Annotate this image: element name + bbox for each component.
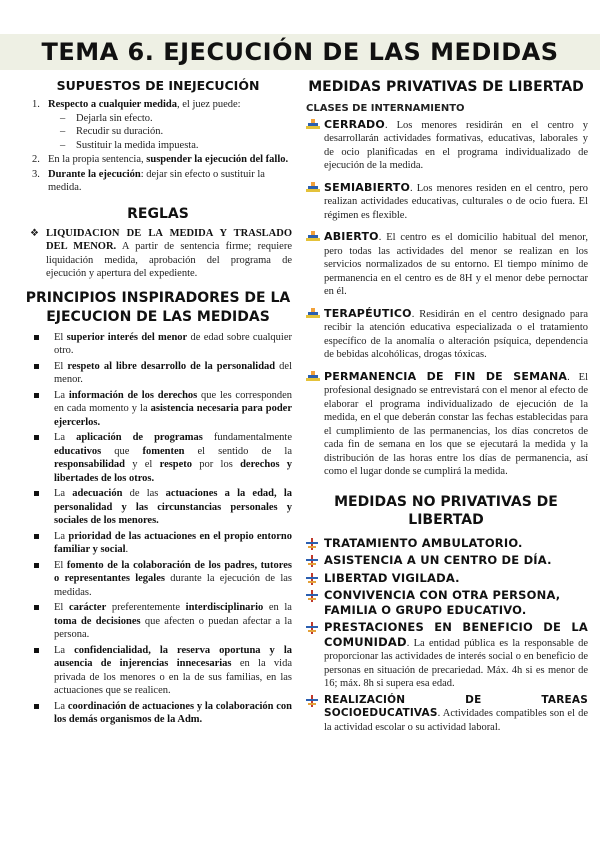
internamiento-item xyxy=(304,230,588,299)
internamiento-item xyxy=(304,370,588,479)
item-text: A partir de sentencia firme; requiere liquidación medida, aprobación del programa de ejecución y apertura del expediente. xyxy=(46,241,293,279)
no-privativa-item xyxy=(304,621,588,691)
sub-item: – Recudir su duración. xyxy=(60,126,164,137)
sub-item-text: Dejarla sin efecto. xyxy=(76,112,153,124)
pin-bullet-icon xyxy=(306,308,320,318)
supuestos-list xyxy=(24,98,292,195)
square-bullet-icon xyxy=(34,393,39,398)
text: El xyxy=(54,331,67,343)
item-text: . Actividades compatibles son el de la actividad escolar o su actividad laboral. xyxy=(324,708,588,733)
list-item xyxy=(24,530,292,557)
text: que xyxy=(101,445,143,457)
text: en la vida privada de los menores o en la de sus familias, en las actuaciones que se realicen. xyxy=(54,658,292,696)
square-bullet-icon xyxy=(34,534,39,539)
text: La xyxy=(54,432,77,443)
sub-item: – Sustituir la medida impuesta. xyxy=(60,139,199,151)
bold-text: respeto al libre desarrollo de la personalidad xyxy=(67,360,276,372)
internamiento-item xyxy=(304,181,588,223)
bold-text: responsabilidad xyxy=(54,459,126,470)
text: y el xyxy=(125,459,160,470)
text: . xyxy=(125,544,129,555)
text: La xyxy=(54,700,68,712)
section-heading-no-privativas: MEDIDAS NO PRIVATIVAS DE LIBERTAD xyxy=(334,493,558,528)
section-heading-reglas: REGLAS xyxy=(127,205,189,222)
left-column xyxy=(24,78,292,729)
bold-text: superior interés del menor xyxy=(66,331,188,343)
bold-text: fomento de la colaboración de los padres, tutores o representantes legales xyxy=(54,559,292,584)
text: La xyxy=(54,488,73,499)
item-title: SEMIABIERTO xyxy=(324,180,411,194)
text: La xyxy=(54,389,69,401)
item-number: 2. xyxy=(32,154,40,165)
cross-bullet-icon xyxy=(306,573,318,585)
sub-item-text: Sustituir la medida impuesta. xyxy=(76,139,199,151)
square-bullet-icon xyxy=(34,704,39,709)
list-item xyxy=(24,360,292,387)
text: fundamentalmente xyxy=(202,432,293,443)
item-title: ASISTENCIA A UN CENTRO DE DÍA. xyxy=(324,553,552,567)
item-text: . La entidad pública es la responsable de proporcionar las actividades de interés social o en beneficio de personas en situación de precariedad. Máx. 4h si es menor de 16; máx. 8h si supera esa edad. xyxy=(324,637,588,689)
item-text: En la propia sentencia, xyxy=(48,154,147,165)
item-text: . El profesional designado se entrevistará con el menor al efecto de elaborar el programa individualizado de ejecución de la medida, en el que deberán constar las fechas establecidas para el cumplimiento de las permanencias, los días concretos de cada fin de semana en los que se ejecutará la medida y la distribución de las horas entre los días de permanencia, así como el lugar donde se cumplirá la medida. xyxy=(324,371,588,477)
item-title: TERAPÉUTICO xyxy=(324,306,412,320)
square-bullet-icon xyxy=(34,563,39,568)
list-item xyxy=(24,331,292,358)
square-bullet-icon xyxy=(34,605,39,610)
item-title: PERMANENCIA DE FIN DE SEMANA xyxy=(324,369,568,383)
square-bullet-icon xyxy=(34,364,39,369)
no-privativa-item xyxy=(304,537,588,552)
text: El xyxy=(54,602,69,613)
bold-text: respeto xyxy=(159,459,193,470)
text: de edad sobre cualquier otro. xyxy=(54,331,292,356)
no-privativa-item xyxy=(304,694,588,735)
item-text: , el juez puede: xyxy=(177,99,241,110)
list-item xyxy=(24,601,292,642)
text: de las xyxy=(122,488,166,499)
no-privativa-item xyxy=(304,572,588,587)
text: La xyxy=(54,530,69,542)
pin-bullet-icon xyxy=(306,182,320,192)
sub-list xyxy=(48,112,292,153)
principios-list xyxy=(24,331,292,727)
pin-bullet-icon xyxy=(306,119,320,129)
item-text: . Los menores residirán en el centro y desarrollarán actividades formativas, educativas, laborales y de ocio planificadas en el programa individualizado de ejecución de la medida. xyxy=(324,119,588,171)
cross-bullet-icon xyxy=(306,622,318,634)
item-title: ABIERTO xyxy=(324,230,379,243)
text: preferentemente xyxy=(106,602,186,613)
list-item xyxy=(24,153,292,167)
cross-bullet-icon xyxy=(306,555,318,567)
item-bold: Respecto a cualquier medida xyxy=(48,99,178,110)
square-bullet-icon xyxy=(34,648,39,653)
text: durante la ejecución de las medidas. xyxy=(54,573,292,598)
bold-text: interdisciplinario xyxy=(185,602,264,613)
bold-text: derechos y libertades de los otros. xyxy=(54,459,293,484)
text: que les corresponden en cada momento y la xyxy=(54,389,292,414)
diamond-bullet-icon: ❖ xyxy=(30,227,39,239)
list-item xyxy=(24,559,292,600)
text: en la xyxy=(263,602,292,613)
bold-text: prioridad de las actuaciones en el propio entorno familiar y social xyxy=(54,530,293,555)
item-number: 3. xyxy=(32,168,40,180)
bold-text: coordinación de actuaciones y la colaboración con los demás organismos de la Adm. xyxy=(54,700,292,725)
no-privativa-item xyxy=(304,554,588,569)
item-title: REALIZACIÓN DE TAREAS SOCIOEDUCATIVAS xyxy=(324,693,588,719)
internamiento-item xyxy=(304,307,588,362)
text: del menor. xyxy=(54,360,292,385)
item-title: CERRADO xyxy=(324,117,385,131)
no-privativa-item xyxy=(304,589,588,618)
section-heading-principios: PRINCIPIOS INSPIRADORES DE LA EJECUCION DE LAS MEDIDAS xyxy=(25,289,291,325)
item-text: . El centro es el domicilio habitual del menor, pero todas las actividades del menor se realizan en los servicios normalizados de su entorno. El tiempo mínimo de permanencia en el centro es de 8H y el menor debe pernoctar en él. xyxy=(324,232,588,297)
square-bullet-icon xyxy=(34,335,39,340)
square-bullet-icon xyxy=(34,491,39,496)
pin-bullet-icon xyxy=(306,231,320,241)
subheading-clases: CLASES DE INTERNAMIENTO xyxy=(306,103,465,114)
page-title: TEMA 6. EJECUCIÓN DE LAS MEDIDAS xyxy=(41,38,559,66)
list-item xyxy=(24,168,292,195)
section-heading-privativas: MEDIDAS PRIVATIVAS DE LIBERTAD xyxy=(308,79,584,95)
text: El xyxy=(54,360,68,372)
cross-bullet-icon xyxy=(306,538,318,550)
item-title: PRESTACIONES EN BENEFICIO DE LA COMUNIDAD xyxy=(324,620,588,649)
sub-item: – Dejarla sin efecto. xyxy=(60,112,153,124)
bold-text: fomenten xyxy=(142,445,185,457)
bold-text: información de los derechos xyxy=(68,389,198,401)
item-bold: Durante la ejecución xyxy=(48,168,141,180)
cross-bullet-icon xyxy=(306,590,318,602)
bold-text: actuaciones a la edad, la personalidad y las circunstancias personales y sociales de los menores. xyxy=(54,488,292,526)
right-column xyxy=(304,78,588,734)
bold-text: asistencia necesaria para poder ejercerlos. xyxy=(54,403,292,428)
sub-item-text: Recudir su duración. xyxy=(76,126,164,137)
list-item xyxy=(24,389,292,430)
bold-text: educativos xyxy=(54,445,102,457)
text: La xyxy=(54,644,75,656)
reglas-item xyxy=(24,227,292,281)
text: que afecten o puedan afectar a la persona. xyxy=(54,615,292,640)
item-title: CONVIVENCIA CON OTRA PERSONA, FAMILIA O GRUPO EDUCATIVO. xyxy=(324,588,561,617)
list-item xyxy=(24,700,292,727)
item-text: . Los menores residen en el centro, pero realizan actividades educativas, culturales o de ocio fuera. El régimen es flexible. xyxy=(324,182,588,221)
item-text: . Residirán en el centro designado para recibir la atención educativa especializada o el tratamiento específico de la anomalía o alteración psíquica, dependencia de bebidas alcohólicas, drogas tóxicas. xyxy=(324,308,588,360)
section-heading-supuestos: SUPUESTOS DE INEJECUCIÓN xyxy=(56,78,260,93)
bold-text: carácter xyxy=(68,602,107,613)
pin-bullet-icon xyxy=(306,371,320,381)
item-title: TRATAMIENTO AMBULATORIO. xyxy=(324,535,523,550)
list-item xyxy=(24,487,292,528)
item-bold: LIQUIDACION DE LA MEDIDA Y TRASLADO DEL MENOR. xyxy=(46,227,292,252)
cross-bullet-icon xyxy=(306,695,318,707)
item-bold: suspender la ejecución del fallo. xyxy=(146,154,289,165)
bold-text: adecuación xyxy=(72,488,123,499)
text: por los xyxy=(192,459,241,470)
internamiento-item xyxy=(304,118,588,173)
item-text: : dejar sin efecto o sustituir la medida. xyxy=(48,168,265,193)
text: el sentido de la xyxy=(184,445,292,457)
bold-text: toma de decisiones xyxy=(54,615,141,627)
bold-text: confidencialidad, la reserva oportuna y la ausencia de injerencias innecesarias xyxy=(54,644,292,669)
item-title: LIBERTAD VIGILADA. xyxy=(324,570,460,585)
list-item xyxy=(24,98,292,152)
bold-text: aplicación de programas xyxy=(76,432,203,443)
list-item xyxy=(24,431,292,485)
item-number: 1. xyxy=(32,99,40,110)
list-item xyxy=(24,644,292,698)
text: El xyxy=(54,559,67,571)
square-bullet-icon xyxy=(34,435,39,440)
